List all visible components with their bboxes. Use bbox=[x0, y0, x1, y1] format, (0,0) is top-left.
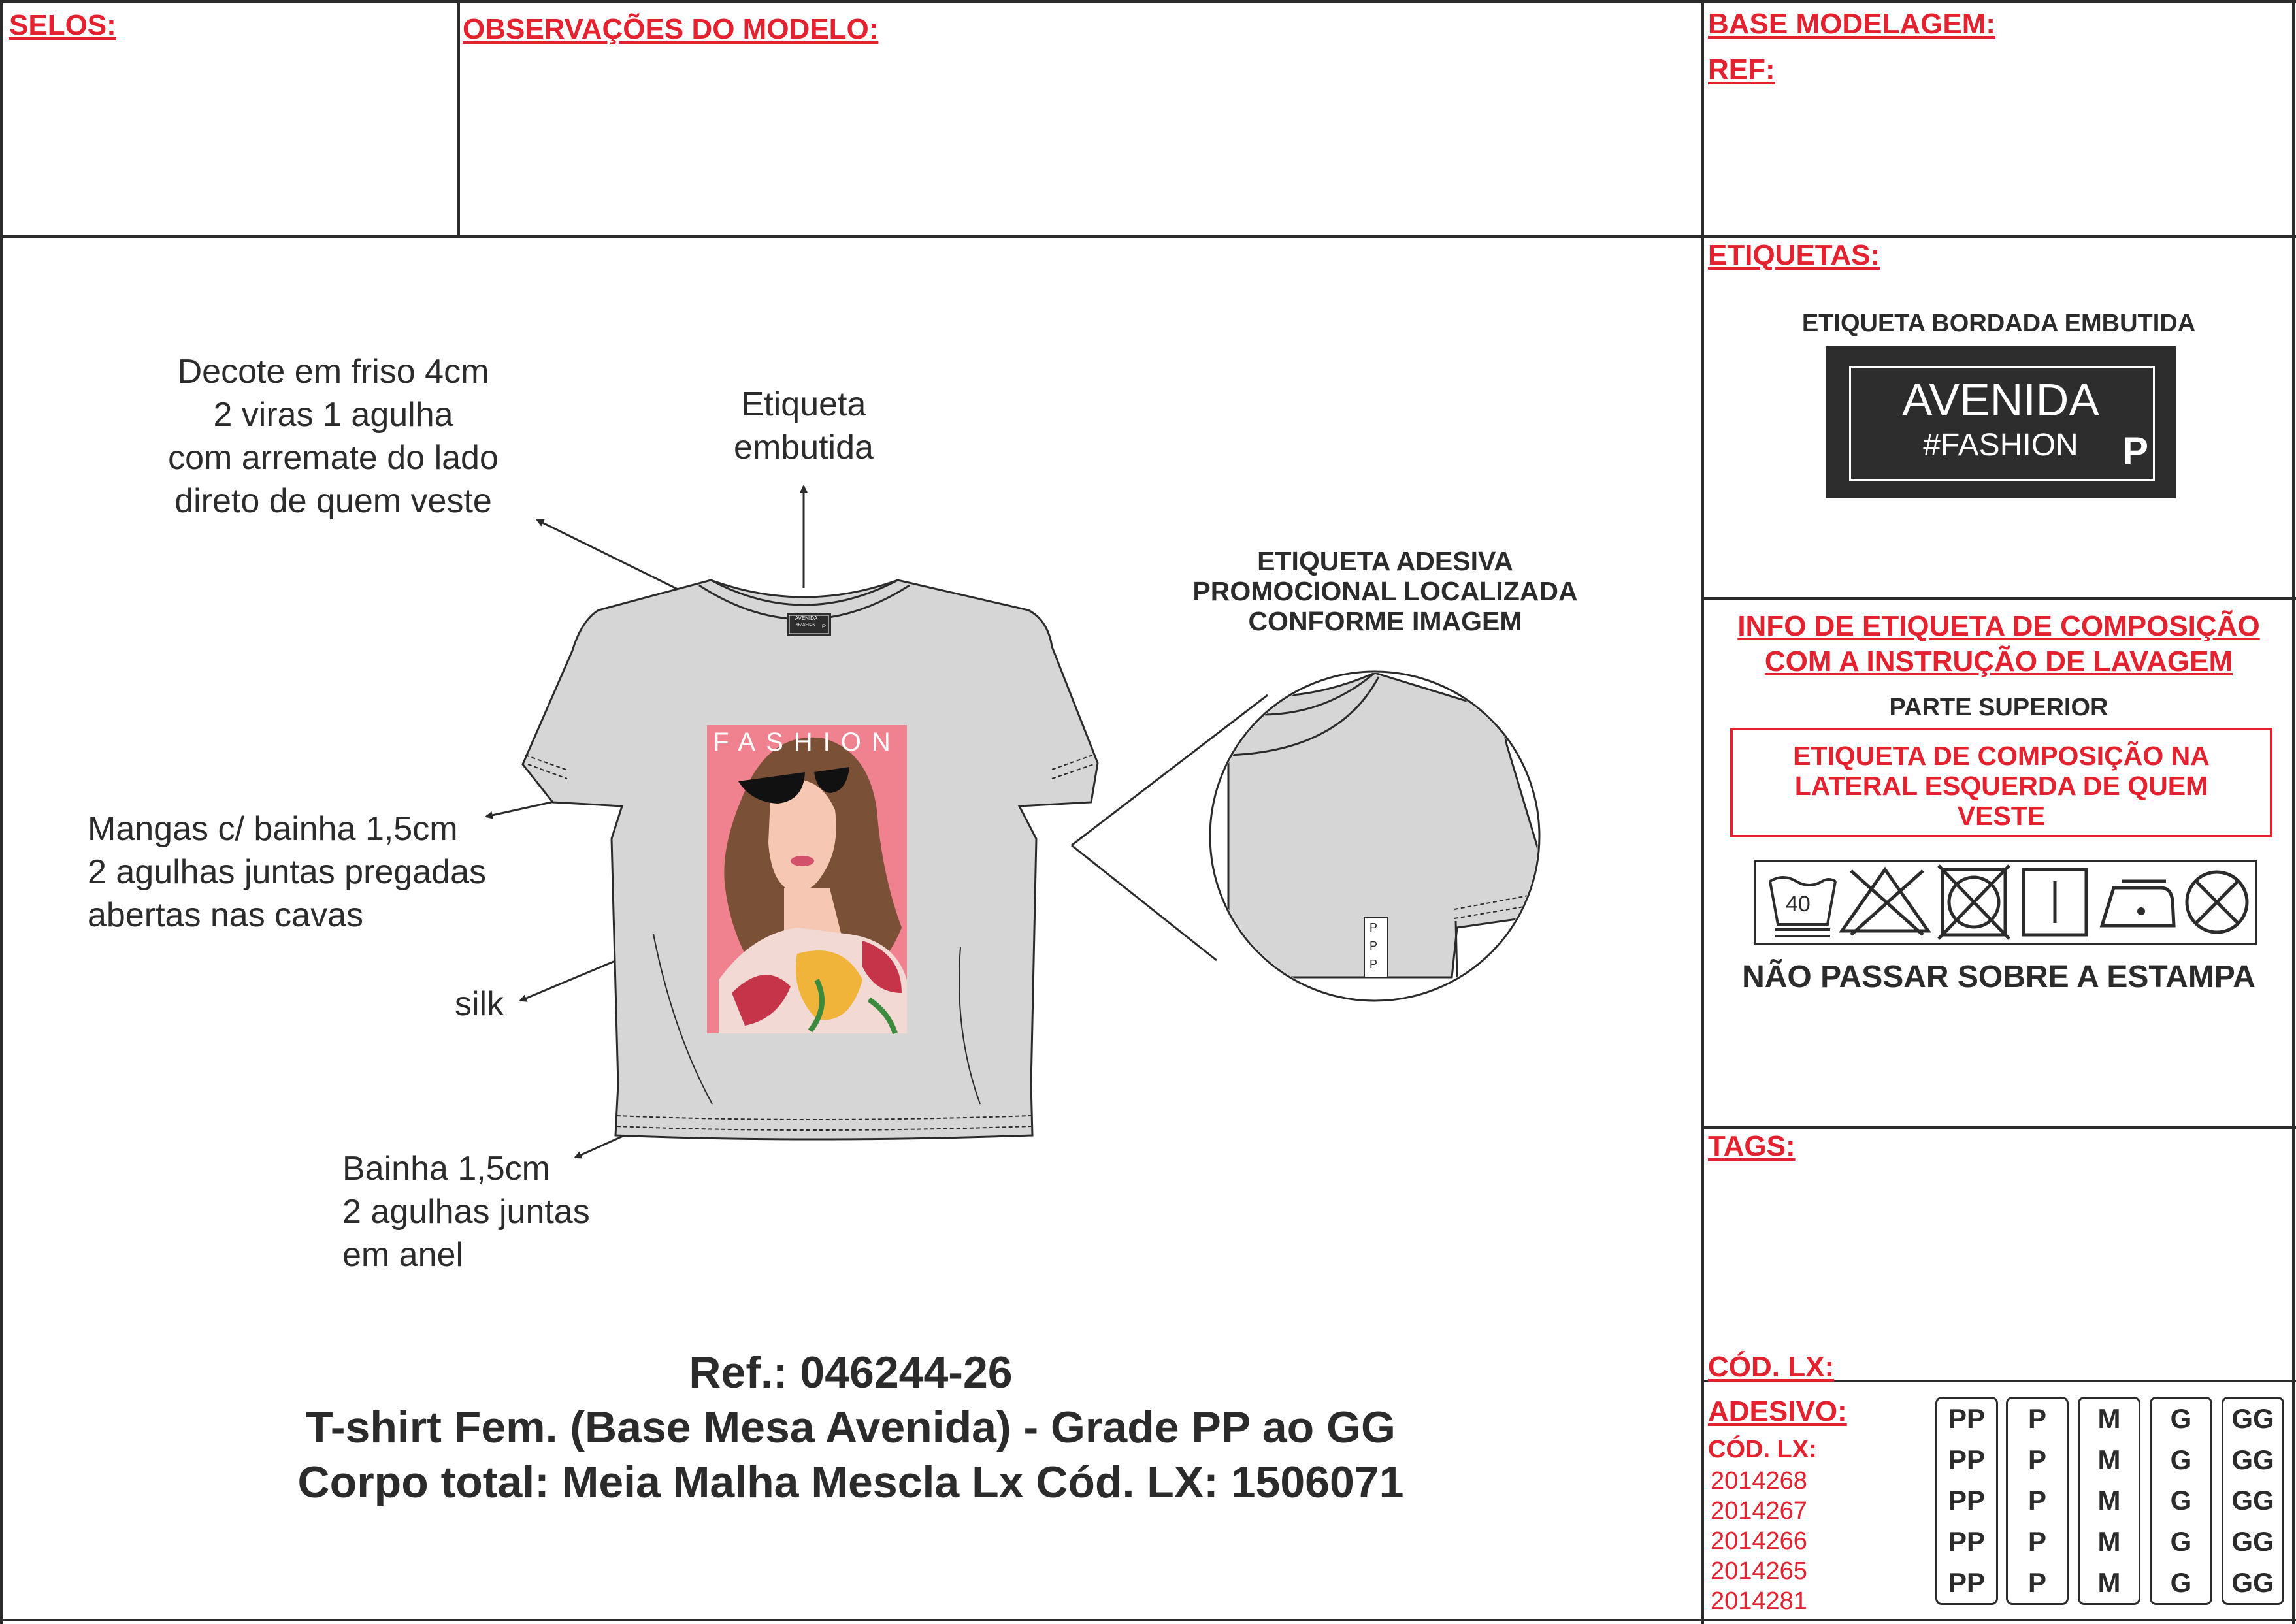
mangas-note: Mangas c/ bainha 1,5cm 2 agulhas juntas pregadas abertas nas cavas bbox=[88, 810, 487, 934]
adesivo-code-3: 2014266 bbox=[1711, 1527, 1807, 1555]
adesivo-label: ADESIVO: bbox=[1708, 1395, 1847, 1427]
composicao-box-text: ETIQUETA DE COMPOSIÇÃO NA LATERAL ESQUERDA DE QUEM VESTE bbox=[1793, 741, 2210, 831]
size-cell: G bbox=[2170, 1485, 2192, 1516]
adesivo-code-5: 2014281 bbox=[1711, 1587, 1807, 1615]
silk-note: silk bbox=[455, 985, 504, 1023]
size-cell: GG bbox=[2231, 1485, 2274, 1516]
tags-label: TAGS: bbox=[1708, 1130, 1796, 1162]
embroidered-brand: AVENIDA bbox=[1901, 374, 2100, 425]
size-cell: GG bbox=[2231, 1526, 2274, 1557]
composicao-divider bbox=[1701, 1126, 2296, 1129]
nao-passar-warning: NÃO PASSAR SOBRE A ESTAMPA bbox=[1742, 960, 2255, 994]
embroidered-label bbox=[1826, 346, 2176, 498]
no-tumble-dry-icon bbox=[1939, 866, 2009, 939]
size-column-gg bbox=[2222, 1397, 2284, 1605]
embroidered-size: P bbox=[2122, 429, 2149, 473]
sticker-size-3: P bbox=[1369, 958, 1378, 971]
bainha-note: Bainha 1,5cm 2 agulhas juntas em anel bbox=[342, 1150, 590, 1274]
size-cell: PP bbox=[1948, 1526, 1986, 1557]
etiqueta-bordada-label: ETIQUETA BORDADA EMBUTIDA bbox=[1801, 310, 2196, 337]
product-description: T-shirt Fem. (Base Mesa Avenida) - Grade PP ao GG bbox=[306, 1403, 1396, 1452]
fabric-description: Corpo total: Meia Malha Mescla Lx Cód. LX: 1506071 bbox=[297, 1457, 1404, 1507]
size-cell: G bbox=[2170, 1403, 2192, 1435]
adesivo-code-4: 2014265 bbox=[1711, 1557, 1807, 1585]
size-cell: P bbox=[2027, 1444, 2046, 1475]
size-cell: PP bbox=[1948, 1403, 1986, 1435]
composicao-box bbox=[1730, 728, 2272, 837]
adesivo-code-1: 2014268 bbox=[1711, 1467, 1807, 1495]
size-cell: PP bbox=[1948, 1567, 1986, 1598]
size-cell: GG bbox=[2231, 1444, 2274, 1475]
neck-label-size: P bbox=[822, 623, 827, 630]
adesivo-cod-lx-label: CÓD. LX: bbox=[1708, 1436, 1817, 1463]
decote-leader bbox=[537, 520, 699, 600]
selos-label: SELOS: bbox=[9, 9, 116, 41]
wash-temperature: 40 bbox=[1786, 892, 1811, 917]
etiquetas-divider bbox=[1701, 597, 2296, 600]
size-column-g bbox=[2150, 1397, 2212, 1605]
size-cell: G bbox=[2170, 1526, 2192, 1557]
size-cell: PP bbox=[1948, 1444, 1986, 1475]
decote-note: Decote em friso 4cm 2 viras 1 agulha com arremate do lado direto de quem veste bbox=[168, 353, 499, 520]
iron-low-icon bbox=[2102, 881, 2174, 926]
line-dry-icon bbox=[2024, 869, 2086, 935]
size-cell: P bbox=[2027, 1403, 2046, 1435]
parte-superior-label: PARTE SUPERIOR bbox=[1889, 694, 2108, 721]
neck-label-sub: #FASHION bbox=[796, 623, 815, 627]
no-bleach-icon bbox=[1842, 869, 1928, 935]
size-cell: P bbox=[2027, 1526, 2046, 1557]
etiquetas-label: ETIQUETAS: bbox=[1708, 239, 1880, 271]
size-cell: M bbox=[2097, 1567, 2121, 1598]
size-cell: P bbox=[2027, 1567, 2046, 1598]
size-cell: G bbox=[2170, 1567, 2192, 1598]
ref-title: Ref.: 046244-26 bbox=[689, 1348, 1013, 1397]
adesivo-code-2: 2014267 bbox=[1711, 1497, 1807, 1525]
size-column-p bbox=[2006, 1397, 2069, 1605]
observacoes-label: OBSERVAÇÕES DO MODELO: bbox=[463, 13, 879, 45]
base-modelagem-label: BASE MODELAGEM: bbox=[1708, 8, 1995, 40]
etiqueta-note: Etiqueta embutida bbox=[734, 385, 874, 466]
size-cell: M bbox=[2097, 1403, 2121, 1435]
size-cell: G bbox=[2170, 1444, 2192, 1475]
sticker-size-1: P bbox=[1369, 921, 1378, 934]
size-cell: PP bbox=[1948, 1485, 1986, 1516]
size-cell: P bbox=[2027, 1485, 2046, 1516]
size-column-m bbox=[2078, 1397, 2140, 1605]
size-cell: GG bbox=[2231, 1567, 2274, 1598]
ref-label: REF: bbox=[1708, 54, 1775, 86]
size-cell: M bbox=[2097, 1485, 2121, 1516]
size-cell: M bbox=[2097, 1444, 2121, 1475]
no-dry-clean-icon bbox=[2187, 872, 2247, 932]
sticker-size-2: P bbox=[1369, 939, 1378, 952]
size-cell: M bbox=[2097, 1526, 2121, 1557]
composicao-title: INFO DE ETIQUETA DE COMPOSIÇÃO COM A INSTRUÇÃO DE LAVAGEM bbox=[1737, 610, 2260, 677]
size-cell: GG bbox=[2231, 1403, 2274, 1435]
size-column-pp bbox=[1935, 1397, 1998, 1605]
neck-label-brand: AVENIDA bbox=[795, 615, 818, 621]
cod-lx-label: CÓD. LX: bbox=[1708, 1351, 1835, 1383]
etiqueta-adesiva-note: ETIQUETA ADESIVA PROMOCIONAL LOCALIZADA CONFORME IMAGEM bbox=[1192, 546, 1578, 636]
embroidered-hashtag: #FASHION bbox=[1923, 428, 2078, 463]
print-fashion-word: FASHION bbox=[713, 728, 901, 756]
care-icons-strip bbox=[1754, 860, 2257, 945]
